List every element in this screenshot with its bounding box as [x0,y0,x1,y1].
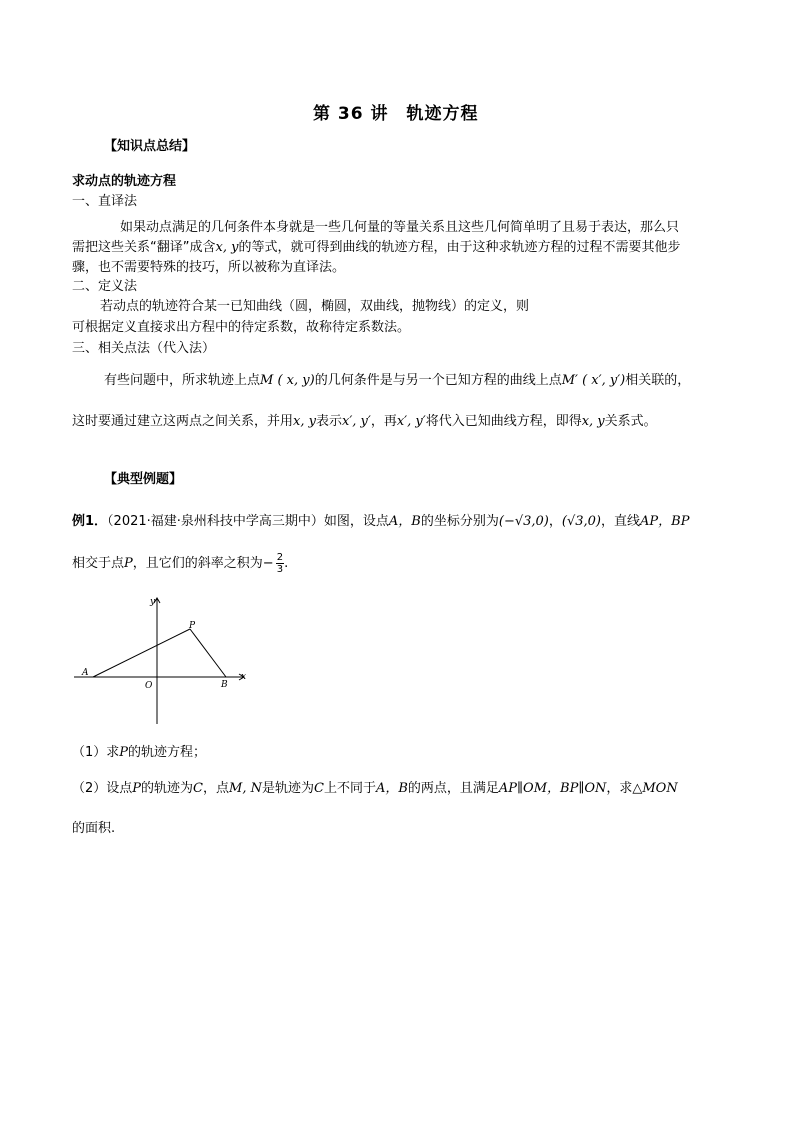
method3-line1 [104,373,690,389]
text: 的轨迹方程； [128,745,207,760]
math-MON: MON [642,781,678,796]
text: 的两点，且满足 [407,781,499,796]
math-M: M ( x, y) [260,373,315,388]
question-2 [72,781,678,797]
method2-line2: 可根据定义直接求出方程中的待定系数，故称待定系数法。 [72,320,411,335]
math-xy: x, y [293,414,316,429]
math-C: C [313,781,324,796]
text: 关系式。 [604,414,657,429]
example-label: 例1． [72,514,108,529]
math-C: C [193,781,203,796]
example1-line1 [72,514,689,530]
method2-line1: 若动点的轨迹符合某一已知曲线（圆，椭圆，双曲线，抛物线）的定义，则 [100,299,530,314]
text: . [284,556,289,571]
section-heading-summary: 【知识点总结】 [104,139,196,154]
math-AB: A，B [375,781,408,796]
math-xy-prime: x′, y′ [396,414,426,429]
math-parallel: AP∥OM，BP∥ON [498,781,607,796]
text: 这时要通过建立这两点之间关系，并用 [72,414,294,429]
text: 有些问题中，所求轨迹上点 [104,373,261,388]
method1-heading: 一、直译法 [72,194,138,209]
coordinate-figure [66,588,256,728]
text: 需把这些关系“翻译”成含 [72,240,216,255]
math-M-prime: M′ ( x′, y′) [561,373,626,388]
text: 相交于点 [72,556,125,571]
text: （2021·福建·泉州科技中学高三期中）如图，设点 [107,514,389,529]
method1-line1: 如果动点满足的几何条件本身就是一些几何量的等量关系且这些几何简单明了且易于表达，那么只 [120,220,680,235]
math-xy: x, y [215,240,239,255]
math-xy: x, y [581,414,605,429]
minus-sign: − [262,556,274,571]
math-xy-prime: x′, y′ [341,414,371,429]
subheading: 求动点的轨迹方程 [72,174,177,189]
numerator: 2 [276,552,284,563]
label-O: O [145,681,153,691]
text: ，直线 [601,514,641,529]
text: ，求△ [606,781,643,796]
math-P: P [119,745,129,760]
method2-heading: 二、定义法 [72,279,138,294]
method1-line3: 骤，也不需要特殊的技巧，所以被称为直译法。 [72,260,346,275]
line-BP [190,629,226,677]
question-1 [72,745,206,761]
text: （2）设点 [72,781,133,796]
text: 相关联的， [625,373,691,388]
text: ，再 [370,414,397,429]
method3-line2 [72,414,657,430]
text: 的坐标分别为 [420,514,499,529]
example1-line2 [72,552,288,575]
math-AB: A，B [388,514,421,529]
math-MN: M, N [229,781,262,796]
text: 是轨迹为 [261,781,314,796]
text: ，且它们的斜率之积为 [132,556,263,571]
text: ， [548,514,562,529]
text: （1）求 [72,745,120,760]
section-heading-examples: 【典型例题】 [104,472,183,487]
denominator: 3 [276,564,284,575]
math-coord-B: (√3,0) [561,514,601,529]
label-P: P [189,621,196,631]
fraction [276,552,284,575]
label-B: B [221,680,228,690]
text: 的几何条件是与另一个已知方程的曲线上点 [314,373,562,388]
method1-line2 [72,240,680,256]
label-y: y [150,597,156,607]
math-coord-A: (−√3,0) [498,514,549,529]
question-2-end: 的面积. [72,821,116,836]
text: 的等式，就可得到曲线的轨迹方程，由于这种求轨迹方程的过程不需要其他步 [238,240,681,255]
page-title: 第 36 讲 轨迹方程 [313,104,479,124]
label-A: A [82,668,89,678]
math-P: P [124,556,133,571]
math-P: P [132,781,142,796]
math-lines: AP，BP [640,514,690,529]
text: ，点 [203,781,230,796]
text: 的轨迹为 [141,781,194,796]
label-x: x [241,672,247,682]
text: 上不同于 [323,781,376,796]
text: 将代入已知曲线方程，即得 [425,414,582,429]
line-AP [93,629,190,677]
method3-heading: 三、相关点法（代入法） [72,341,216,356]
text: 表示 [315,414,342,429]
